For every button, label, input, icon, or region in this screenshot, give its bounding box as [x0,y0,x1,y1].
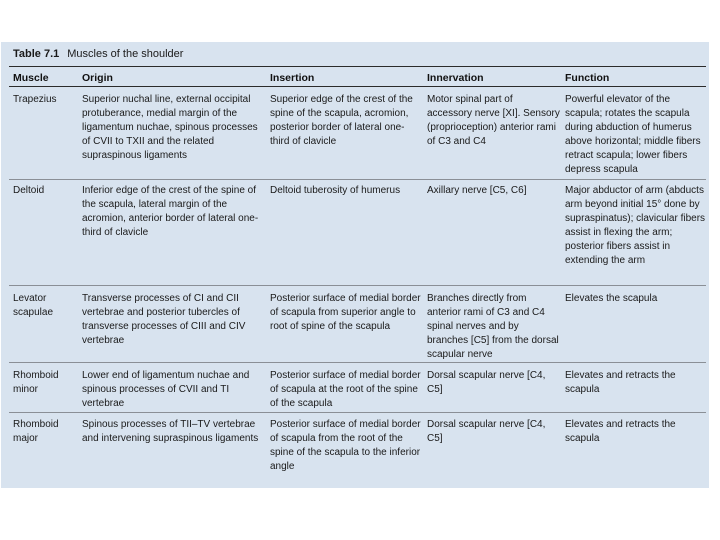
cell-muscle: Deltoid [13,185,45,196]
cell-origin: Transverse processes of CI and CII vertebrae and posterior tubercles of transverse processes of CIII and CIV vertebrae [82,293,246,346]
cell-insertion: Deltoid tuberosity of humerus [270,185,401,196]
header-muscle: Muscle [13,72,49,84]
cell-function: Elevates and retracts the scapula [565,370,676,395]
cell-muscle: Levator scapulae [13,293,54,318]
cell-function: Major abductor of arm (abducts arm beyond initial 15° done by supraspinatus); clavicular fibers assist in flexing the arm; posterior fibers assist in extending the arm [565,185,706,266]
cell-origin: Superior nuchal line, external occipital protuberance, medial margin of the ligamentum nuchae, spinous processes of CVII to TXII and the related supraspinous ligaments [82,94,258,161]
cell-function: Elevates and retracts the scapula [565,419,676,444]
cell-muscle: Trapezius [13,94,57,105]
header-insertion: Insertion [270,72,315,84]
cell-function: Elevates the scapula [565,293,658,304]
row-divider [9,179,706,180]
cell-muscle: Rhomboid major [13,419,59,444]
row-divider [9,412,706,413]
cell-innervation: Axillary nerve [C5, C6] [427,185,527,196]
cell-origin: Spinous processes of TII–TV vertebrae and intervening supraspinous ligaments [82,419,259,444]
header-bottom-rule [9,86,706,87]
cell-innervation: Dorsal scapular nerve [C4, C5] [427,419,546,444]
row-divider [9,285,706,286]
table-title: Muscles of the shoulder [67,48,184,60]
cell-origin: Lower end of ligamentum nuchae and spinous processes of CVII and TI vertebrae [82,370,250,409]
cell-origin: Inferior edge of the crest of the spine of the scapula, lateral margin of the acromion, anterior border of lateral one-third of clavicle [82,185,259,238]
cell-innervation: Motor spinal part of accessory nerve [XI]. Sensory (proprioception) anterior rami of C3 and C4 [427,94,560,147]
header-origin: Origin [82,72,113,84]
cell-muscle: Rhomboid minor [13,370,59,395]
cell-insertion: Posterior surface of medial border of scapula from the root of the spine of the scapula to the inferior angle [270,419,421,472]
shoulder-muscles-table [1,42,709,488]
cell-insertion: Posterior surface of medial border of scapula from superior angle to root of spine of the scapula [270,293,421,332]
cell-insertion: Superior edge of the crest of the spine of the scapula, acromion, posterior border of lateral one-third of clavicle [270,94,413,147]
cell-innervation: Dorsal scapular nerve [C4, C5] [427,370,546,395]
cell-insertion: Posterior surface of medial border of scapula at the root of the spine of the scapula [270,370,421,409]
cell-innervation: Branches directly from anterior rami of C3 and C4 spinal nerves and by branches [C5] from the dorsal scapular nerve [427,293,559,360]
table-caption [13,47,183,61]
header-top-rule [9,66,706,67]
header-innervation: Innervation [427,72,484,84]
cell-function: Powerful elevator of the scapula; rotates the scapula during abduction of humerus above horizontal; middle fibers retract scapula; lower fibers depress scapula [565,94,701,175]
row-divider [9,362,706,363]
table-label: Table 7.1 [13,48,60,60]
header-function: Function [565,72,610,84]
